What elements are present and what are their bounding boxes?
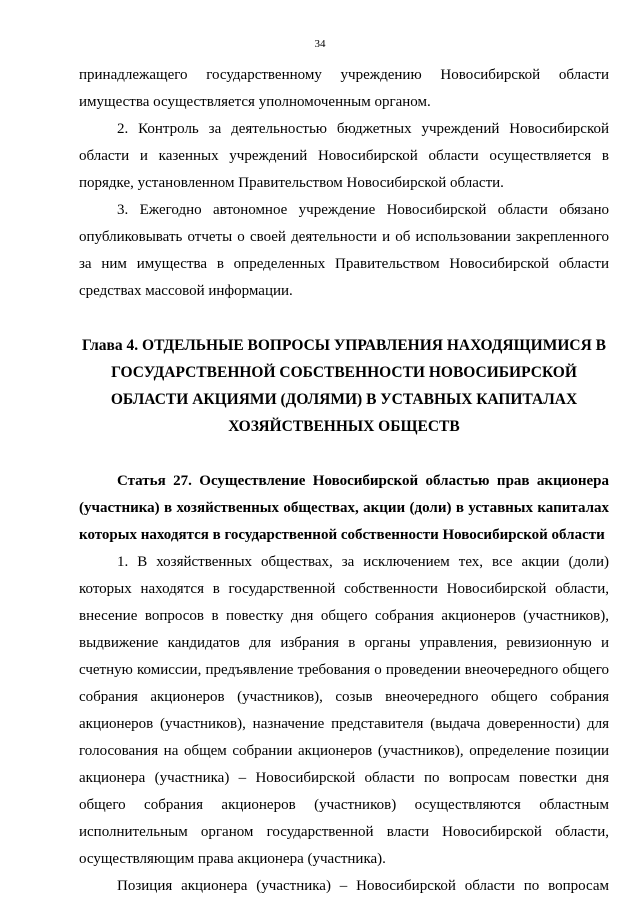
article-paragraph-2: Позиция акционера (участника) – Новосибирской области по вопросам [117, 878, 609, 894]
paragraph-3: 3. Ежегодно автономное учреждение Новосибирской области обязано опубликовывать отчеты о своей деятельности и об использовании закрепленного за ним имущества в определенных Правительством Новосибирской области средствах массовой информации. [79, 202, 609, 299]
paragraph-2: 2. Контроль за деятельностью бюджетных учреждений Новосибирской области и казенных учреждений Новосибирской области осуществляется в порядке, установленном Правительством Новосибирской области. [79, 121, 609, 191]
article-heading: Статья 27. Осуществление Новосибирской областью прав акционера (участника) в хозяйственных обществах, акции (доли) в уставных капиталах которых находятся в государственной собственности Новосибирской области [79, 473, 609, 543]
page-number: 34 [314, 38, 326, 50]
article-paragraph-1: 1. В хозяйственных обществах, за исключением тех, все акции (доли) которых находятся в государственной собственности Новосибирской области, внесение вопросов в повестку дня общего собрания акционеров (участников), выдвижение кандидатов для избрания в органы управления, ревизионную и счетную комиссии, предъявление требования о проведении внеочередного общего собрания акционеров (участников), созыв внеочередного общего собрания акционеров (участников), назначение представителя (выдача доверенности) для голосования на общем собрании акционеров (участников), определение позиции акционера (участника) – Новосибирской области по вопросам повестки дня общего собрания акционеров (участников) осуществляются областным исполнительным органом государственной власти Новосибирской области, осуществляющим права акционера (участника). [79, 554, 609, 867]
chapter-heading: Глава 4. ОТДЕЛЬНЫЕ ВОПРОСЫ УПРАВЛЕНИЯ НАХОДЯЩИМИСЯ В ГОСУДАРСТВЕННОЙ СОБСТВЕННОСТИ НОВОСИБИРСКОЙ ОБЛАСТИ АКЦИЯМИ (ДОЛЯМИ) В УСТАВНЫХ КАПИТАЛАХ ХОЗЯЙСТВЕННЫХ ОБЩЕСТВ [81, 337, 606, 435]
document-body [79, 62, 609, 900]
paragraph-continuation: принадлежащего государственному учреждению Новосибирской области имущества осуществляется уполномоченным органом. [79, 67, 609, 110]
